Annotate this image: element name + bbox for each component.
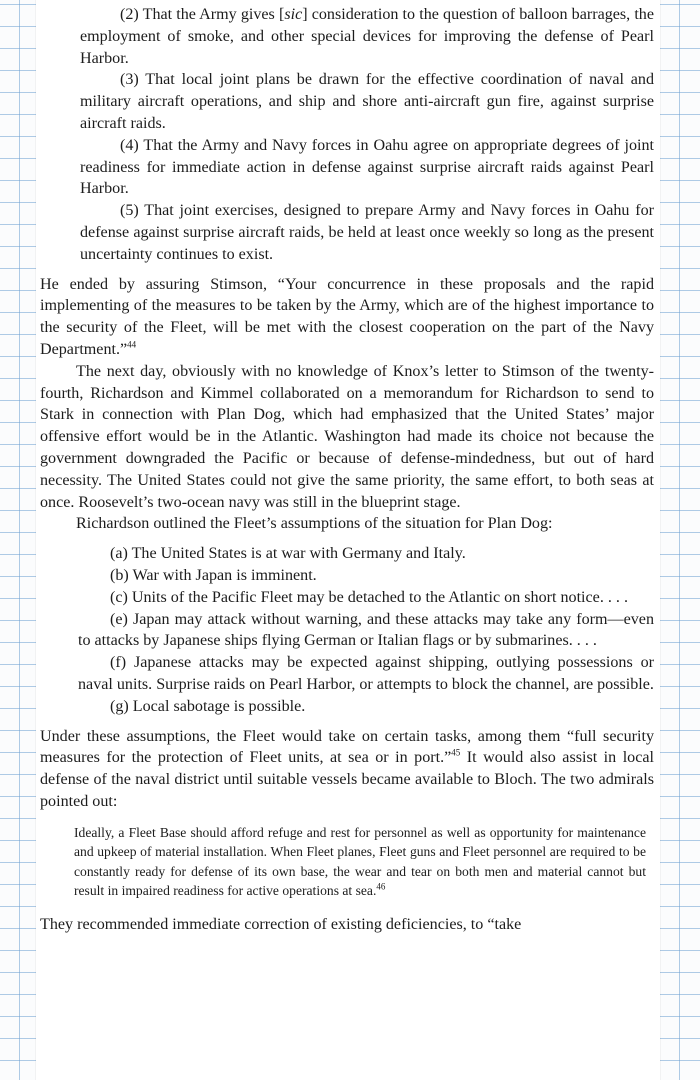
assumption-b: (b) War with Japan is imminent.	[110, 566, 317, 584]
paragraph-tasks-text1: Under these assumptions, the Fleet would take on certain tasks, among them “full security measures for the protection of Fleet units, at sea or in port.”	[40, 727, 654, 767]
proposal-item-2-post: ] consideration to the question of balloon barrages, the employment of smoke, and other special devices for improving the defense of Pearl Harbor.	[80, 6, 654, 67]
proposal-item-5: (5) That joint exercises, designed to prepare Army and Navy forces in Oahu for defense against surprise aircraft raids, be held at least once weekly so long as the present uncertainty continues to exist.	[80, 202, 654, 263]
paragraph-tasks-text2: It would also assist in local defense of the naval district until suitable vessels became available to Bloch. The two admirals pointed out:	[40, 749, 654, 810]
sic-annotation: sic	[284, 6, 303, 23]
paragraph-tasks	[40, 726, 654, 813]
proposal-item-4: (4) That the Army and Navy forces in Oahu agree on appropriate degrees of joint readiness for immediate action in defense against surprise aircraft raids against Pearl Harbor.	[80, 136, 654, 198]
book-page	[36, 0, 660, 1080]
paragraph-stimson	[40, 274, 654, 361]
footnote-46: 46	[376, 881, 386, 892]
paragraph-recommended: They recommended immediate correction of existing deficiencies, to “take	[40, 916, 522, 934]
assumption-g: (g) Local sabotage is possible.	[110, 697, 306, 715]
paragraph-next-day: The next day, obviously with no knowledge of Knox’s letter to Stimson of the twenty-fourth, Richardson and Kimmel collaborated on a memorandum for Richardson to send to Stark in connection with Plan Dog, which had emphasized that the United States’ major offensive effort would be in the Atlantic. Washington had made its choice not because the government downgraded the Pacific or because of defense-mindedness, but out of hard necessity. The United States could not give the same priority, the same effort, to both seas at once. Roosevelt’s two-ocean navy was still in the blueprint stage.	[40, 362, 654, 511]
block-quote-text: Ideally, a Fleet Base should afford refuge and rest for personnel as well as opportunity for maintenance and upkeep of material installation. When Fleet planes, Fleet guns and Fleet personnel are required to be constantly ready for defense of its own base, the wear and tear on both men and material cannot but result in impaired readiness for active operations at sea.	[74, 824, 646, 898]
paragraph-assumptions-intro: Richardson outlined the Fleet’s assumptions of the situation for Plan Dog:	[76, 515, 553, 533]
proposal-item-2-pre: (2) That the Army gives [	[120, 6, 285, 23]
assumptions-list	[78, 543, 654, 717]
assumption-a: (a) The United States is at war with Germany and Italy.	[110, 545, 466, 563]
assumption-e: (e) Japan may attack without warning, and these attacks may take any form—even to attacks by Japanese ships flying German or Italian flags or by submarines. . . .	[78, 610, 654, 650]
proposal-item-3: (3) That local joint plans be drawn for the effective coordination of naval and military aircraft operations, and ship and shore anti-aircraft gun fire, against surprise aircraft raids.	[80, 71, 654, 132]
footnote-45: 45	[451, 747, 461, 758]
paragraph-stimson-text: He ended by assuring Stimson, “Your concurrence in these proposals and the rapid implementing of the measures to be taken by the Army, which are of the highest importance to the security of the Fleet, will be met with the closest cooperation on the part of the Navy Department.”	[40, 275, 654, 358]
page-text	[40, 4, 654, 936]
assumption-f: (f) Japanese attacks may be expected against shipping, outlying possessions or naval units. Surprise raids on Pearl Harbor, or attempts to block the channel, are possible.	[78, 654, 654, 693]
footnote-44: 44	[127, 339, 137, 350]
block-quote	[74, 823, 646, 901]
proposal-item-2	[40, 4, 654, 69]
assumption-c: (c) Units of the Pacific Fleet may be detached to the Atlantic on short notice. . . .	[110, 588, 628, 606]
